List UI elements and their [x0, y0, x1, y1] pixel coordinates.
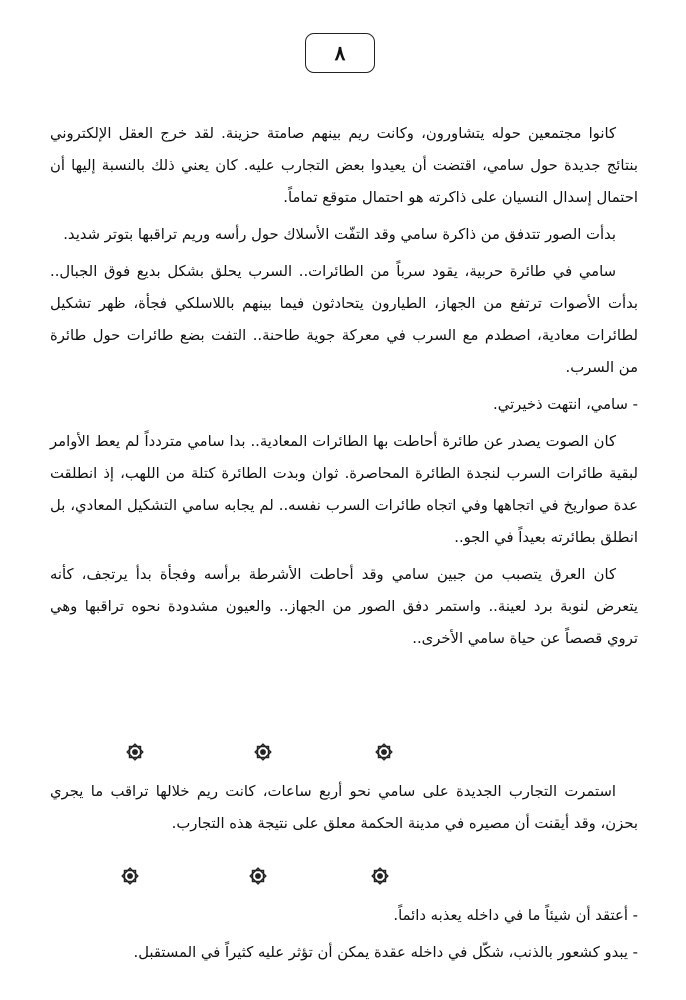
- paragraph: كان الصوت يصدر عن طائرة أحاطت بها الطائرات المعادية.. بدا سامي متردداً لم يعط الأوامر لبقية طائرات السرب لنجدة الطائرة المحاصرة. ثوان وبدت الطائرة كتلة من اللهب، إذ انطلقت عدة صواريخ في اتجاهها وفي اتجاه طائرات السرب نفسه.. لم يجابه سامي التشكيل المعادي، بل انطلق بطائرته بعيداً في الجو..: [50, 433, 638, 546]
- main-text-section-3: [50, 900, 638, 974]
- ornament-divider-1: [0, 741, 686, 765]
- star-ornament-icon: [373, 741, 395, 763]
- dialogue-line: - يبدو كشعور بالذنب، شكّل في داخله عقدة يمكن أن تؤثر عليه كثيراً في المستقبل.: [133, 944, 638, 961]
- paragraph: استمرت التجارب الجديدة على سامي نحو أربع ساعات، كانت ريم خلالها تراقب ما يجري بحزن، وقد أيقنت أن مصيره في مدينة الحكمة معلق على نتيجة هذه التجارب.: [50, 783, 638, 832]
- star-ornament-icon: [124, 741, 146, 763]
- paragraph: بدأت الصور تتدفق من ذاكرة سامي وقد التفّت الأسلاك حول رأسه وريم تراقبها بتوتر شديد.: [63, 226, 616, 243]
- main-text-section-2: [50, 776, 638, 845]
- star-ornament-icon: [247, 865, 269, 887]
- page-number-box: [305, 33, 375, 73]
- star-ornament-icon: [119, 865, 141, 887]
- star-ornament-icon: [369, 865, 391, 887]
- main-text-section-1: [50, 118, 638, 660]
- paragraph: كان العرق يتصبب من جبين سامي وقد أحاطت الأشرطة برأسه وفجأة بدأ يرتجف، كأنه يتعرض لنوبة برد لعينة.. واستمر دفق الصور من الجهاز.. والعيون مشدودة نحوه تراقبها وهي تروي قصصاً عن حياة سامي الأخرى..: [50, 566, 638, 647]
- ornament-divider-2: [0, 865, 686, 889]
- paragraph: سامي في طائرة حربية، يقود سرباً من الطائرات.. السرب يحلق بشكل بديع فوق الجبال.. بدأت الأصوات ترتفع من الجهاز، الطيارون يتحادثون فيما بينهم باللاسلكي فجأة، ظهر تشكيل لطائرات معادية، اصطدم مع السرب في معركة جوية طاحنة.. التفت بضع طائرات حول طائرة من السرب.: [50, 263, 638, 376]
- page-number: ٨: [334, 41, 346, 65]
- dialogue-line: - أعتقد أن شيئاً ما في داخله يعذبه دائماً.: [393, 907, 638, 924]
- dialogue-line: - سامي، انتهت ذخيرتي.: [493, 396, 638, 413]
- paragraph: كانوا مجتمعين حوله يتشاورون، وكانت ريم بينهم صامتة حزينة. لقد خرج العقل الإلكتروني بنتائج جديدة حول سامي، اقتضت أن يعيدوا بعض التجارب عليه. كان يعني ذلك بالنسبة إليها أن احتمال إسدال النسيان على ذاكرته هو احتمال متوقع تماماً.: [50, 125, 638, 206]
- star-ornament-icon: [252, 741, 274, 763]
